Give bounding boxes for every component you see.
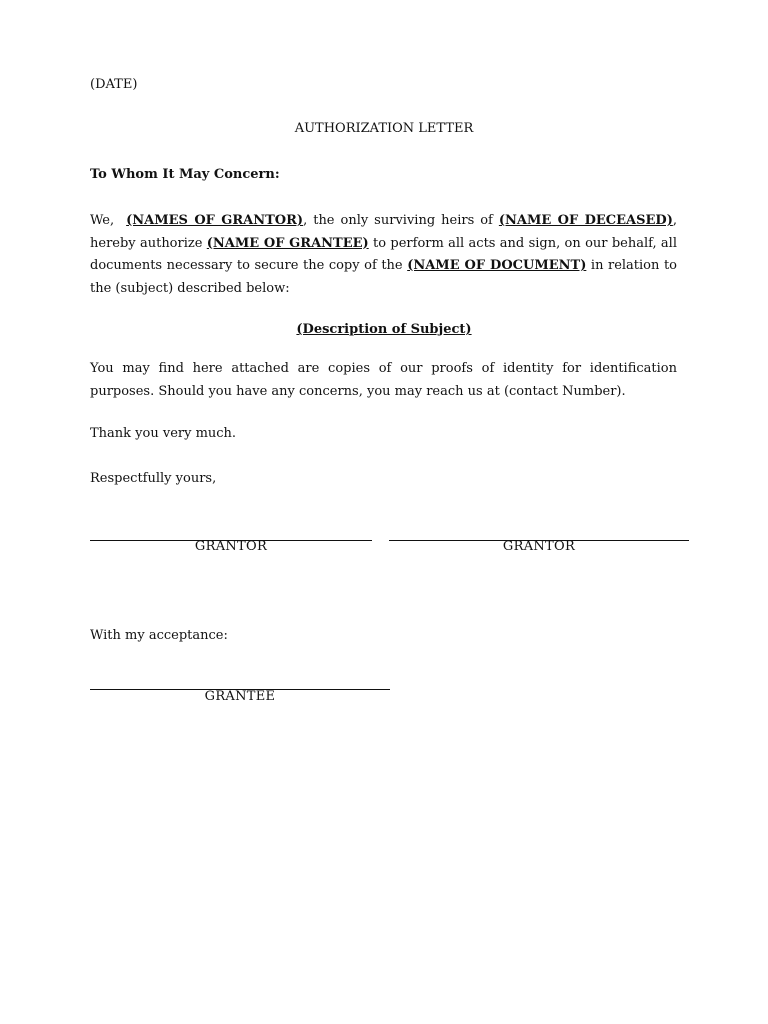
grantor-2-label: GRANTOR <box>502 539 576 554</box>
deceased-name-placeholder: (NAME OF DECEASED) <box>498 213 673 228</box>
body-paragraph-2: You may find here attached are copies of our proofs of identity for identification purposes. Should you have any concerns, you may reach us at (contact Number). <box>90 361 677 399</box>
body1-mid1: , the only surviving heirs of <box>303 213 493 228</box>
grantor-names-placeholder: (NAMES OF GRANTOR) <box>126 213 304 228</box>
subject-description: (Description of Subject) <box>296 322 472 337</box>
body1-end: in relation to the (subject) described below: <box>90 258 677 296</box>
salutation-text: To Whom It May Concern <box>90 167 275 182</box>
closing-line: Respectfully yours, <box>90 471 217 486</box>
body1-mid3: to perform all acts and sign, on our behalf, all documents necessary to secure the copy of the <box>90 235 677 273</box>
date-placeholder: (DATE) <box>90 77 138 92</box>
salutation-colon: : <box>274 167 280 182</box>
body1-we: We, <box>90 213 115 228</box>
body1-mid2: , hereby authorize <box>90 213 677 251</box>
document-name-placeholder: (NAME OF DOCUMENT) <box>407 258 587 273</box>
thanks-line: Thank you very much. <box>90 426 237 441</box>
letter-title: AUTHORIZATION LETTER <box>294 121 474 136</box>
salutation <box>90 167 280 182</box>
acceptance-text: With my acceptance: <box>90 628 228 643</box>
body-paragraph-1 <box>90 210 677 300</box>
grantor-1-label: GRANTOR <box>194 539 268 554</box>
grantee-label: GRANTEE <box>204 689 276 704</box>
grantee-name-placeholder: (NAME OF GRANTEE) <box>206 235 369 251</box>
